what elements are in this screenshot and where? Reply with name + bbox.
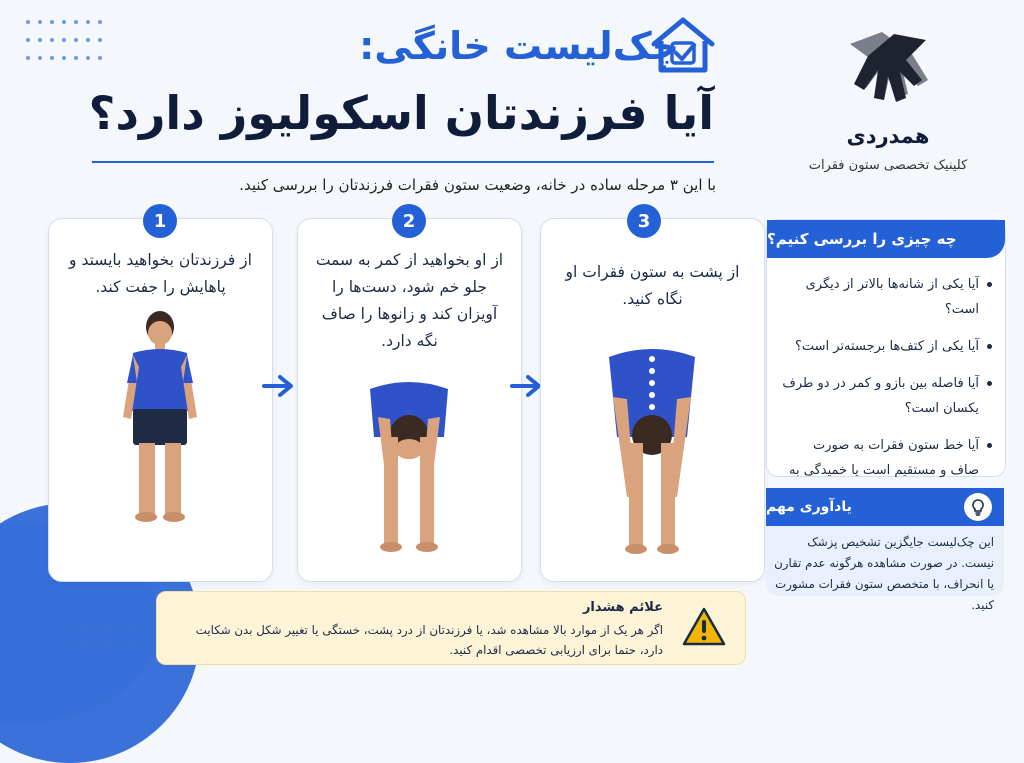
warning-box [156,591,746,665]
warning-title: علائم هشدار [582,600,663,615]
step-text: از فرزندتان بخواهید بایستد و پاهایش را جفت کند. [69,251,252,296]
brand-tagline: کلینیک تخصصی ستون فقرات [808,158,968,173]
page-title-line1: چک‌لیست خانگی: [359,24,679,68]
page-subtitle: با این ۳ مرحله ساده در خانه، وضعیت ستون فقرات فرزندتان را بررسی کنید. [239,176,716,194]
checklist-item: آیا فاصله بین بازو و کمر در دو طرف یکسان است؟ [781,371,979,421]
reminder-text: این چک‌لیست جایگزین تشخیص پزشک نیست. در صورت مشاهده هرگونه عدم تقارن یا انحراف، با متخصص ستون فقرات مشورت کنید. [774,535,994,612]
checklist-item: آیا یکی از شانه‌ها بالاتر از دیگری است؟ [781,272,979,322]
checklist-item: آیا یکی از کتف‌ها برجسته‌تر است؟ [781,334,979,359]
title-divider [92,161,714,163]
brand-name: همدردی [846,124,930,148]
step-badge-1: 1 [143,204,177,238]
checklist-item: آیا خط ستون فقرات به صورت صاف و مستقیم است یا خمیدگی به [781,433,979,508]
step-badge-2: 2 [392,204,426,238]
step-card-3 [540,218,765,582]
reminder-title: یادآوری مهم [766,488,1004,526]
child-standing-figure [49,307,272,567]
checklist-title: چه چیزی را بررسی کنیم؟ [767,220,1005,258]
reminder-card [766,488,1004,612]
hands-logo-icon [842,24,934,120]
step-card-2 [297,218,522,582]
arrow-right-icon [510,374,544,405]
checklist-card [766,219,1006,477]
checklist [781,272,995,520]
brand-block [770,16,1006,198]
step-card-1 [48,218,273,582]
decorative-dots [26,20,110,60]
child-bending-front-figure [298,377,521,567]
child-bending-back-figure [541,347,764,567]
lightbulb-icon [964,493,992,521]
step-text: از پشت به ستون فقرات او نگاه کنید. [565,263,740,308]
warning-triangle-icon [681,606,727,652]
arrow-right-icon [262,374,296,405]
page-title-line2: آیا فرزندتان اسکولیوز دارد؟ [88,86,714,140]
warning-text: اگر هر یک از موارد بالا مشاهده شد، یا فرزندتان از درد پشت، خستگی یا تغییر شکل بدن شکایت دارد، حتما برای ارزیابی تخصصی اقدام کنید. [195,623,663,657]
step-badge-3: 3 [627,204,661,238]
decorative-dots-bottom [70,624,142,646]
step-text: از او بخواهید از کمر به سمت جلو خم شود، دست‌ها را آویزان کند و زانوها را صاف نگه دارد. [315,251,504,350]
